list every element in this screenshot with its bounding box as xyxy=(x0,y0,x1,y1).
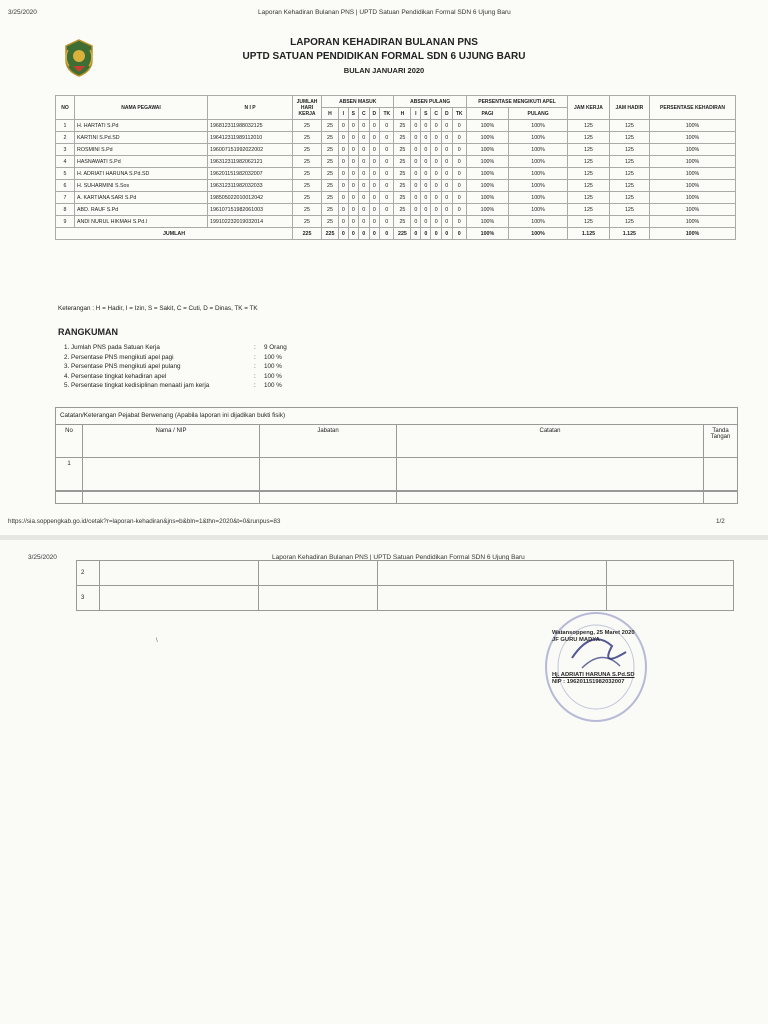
col-persen-hadir: PERSENTASE KEHADIRAN xyxy=(650,96,736,120)
table-cell: 0 xyxy=(338,132,348,144)
table-cell: 7 xyxy=(56,192,75,204)
table-cell: 0 xyxy=(452,144,466,156)
table-cell: 125 xyxy=(609,144,649,156)
table-cell: 0 xyxy=(441,216,452,228)
table-row xyxy=(56,120,736,132)
table-cell: 100% xyxy=(466,204,508,216)
sub-header-cell: PULANG xyxy=(508,108,567,120)
table-cell: 100% xyxy=(466,144,508,156)
table-row xyxy=(56,168,736,180)
table-cell: 25 xyxy=(293,132,322,144)
summary-item: 2. Persentase PNS mengikuti apel pagi : 100 % xyxy=(64,353,282,361)
table-cell: 0 xyxy=(431,156,442,168)
table-cell: KARTINI S.Pd.SD xyxy=(75,132,208,144)
table-cell: 0 xyxy=(369,192,380,204)
table-cell: 0 xyxy=(411,168,421,180)
table-cell: H. ADRIATI HARUNA S.Pd.SD xyxy=(75,168,208,180)
signature-nip: NIP : 196201151982032007 xyxy=(552,679,625,685)
table-cell: 0 xyxy=(452,156,466,168)
total-cell: 100% xyxy=(508,228,567,240)
table-cell: 0 xyxy=(431,168,442,180)
table-cell: 0 xyxy=(348,204,358,216)
table-cell: 100% xyxy=(466,216,508,228)
table-cell: 9 xyxy=(56,216,75,228)
table-cell: HASNAWATI S.Pd xyxy=(75,156,208,168)
report-title: LAPORAN KEHADIRAN BULANAN PNS xyxy=(290,37,478,48)
page-number: 1/2 xyxy=(716,518,725,525)
table-cell: 0 xyxy=(421,132,431,144)
table-cell: 125 xyxy=(568,192,610,204)
total-cell: 100% xyxy=(466,228,508,240)
table-cell: 100% xyxy=(650,120,736,132)
notes-col-ttd: Tanda Tangan xyxy=(704,425,738,458)
table-cell: 0 xyxy=(380,204,394,216)
table-cell: 0 xyxy=(411,204,421,216)
signature-role: JF GURU MADYA xyxy=(552,637,600,643)
total-cell: 0 xyxy=(358,228,369,240)
table-cell: 196312311982032033 xyxy=(208,180,293,192)
table-cell: 0 xyxy=(338,204,348,216)
table-cell: 1 xyxy=(56,120,75,132)
table-cell: 0 xyxy=(380,144,394,156)
table-cell: 0 xyxy=(452,168,466,180)
table-cell: 0 xyxy=(431,192,442,204)
sub-header-cell: H xyxy=(322,108,339,120)
table-cell: 196312311982062121 xyxy=(208,156,293,168)
table-cell: 196412311989112010 xyxy=(208,132,293,144)
total-cell: 0 xyxy=(338,228,348,240)
table-row xyxy=(56,132,736,144)
table-cell: 0 xyxy=(411,132,421,144)
table-cell: 196007151992022002 xyxy=(208,144,293,156)
table-cell: 0 xyxy=(358,192,369,204)
table-cell: 0 xyxy=(452,132,466,144)
table-cell: 0 xyxy=(338,168,348,180)
table-cell: 125 xyxy=(609,132,649,144)
table-cell: 0 xyxy=(452,120,466,132)
table-cell: 100% xyxy=(650,192,736,204)
table-cell: 25 xyxy=(394,168,411,180)
table-cell: 0 xyxy=(431,144,442,156)
sub-header-cell: I xyxy=(338,108,348,120)
table-cell: A. KARTIANA SARI S.Pd xyxy=(75,192,208,204)
attendance-rows xyxy=(56,120,736,240)
table-cell: 196812311988032125 xyxy=(208,120,293,132)
total-cell: 100% xyxy=(650,228,736,240)
col-jam-kerja: JAM KERJA xyxy=(568,96,610,120)
table-cell: 0 xyxy=(421,144,431,156)
table-row xyxy=(56,216,736,228)
table-cell: 8 xyxy=(56,204,75,216)
table-row xyxy=(56,144,736,156)
table-cell: 0 xyxy=(421,156,431,168)
table-cell: 125 xyxy=(568,120,610,132)
table-cell: 100% xyxy=(508,192,567,204)
table-cell: 0 xyxy=(369,216,380,228)
table-cell: 0 xyxy=(369,168,380,180)
table-cell: 0 xyxy=(441,120,452,132)
table-cell: 198505022010012042 xyxy=(208,192,293,204)
col-absen-pulang: ABSEN PULANG xyxy=(394,96,466,108)
table-cell: 25 xyxy=(322,120,339,132)
table-cell: 0 xyxy=(380,216,394,228)
table-cell: 0 xyxy=(358,120,369,132)
col-no: NO xyxy=(56,96,75,120)
notes-table-continued xyxy=(76,560,734,611)
summary-list xyxy=(64,343,287,391)
table-cell: 0 xyxy=(411,156,421,168)
table-cell: 0 xyxy=(380,120,394,132)
table-cell: 25 xyxy=(293,192,322,204)
notes-table xyxy=(55,424,738,504)
table-cell: 0 xyxy=(338,180,348,192)
table-row xyxy=(56,192,736,204)
table-cell: 0 xyxy=(421,192,431,204)
table-cell: 25 xyxy=(322,180,339,192)
signature-place-date: Watansoppeng, 25 Maret 2020 xyxy=(552,630,635,636)
total-row xyxy=(56,228,736,240)
table-cell: 25 xyxy=(293,180,322,192)
table-cell: 25 xyxy=(293,144,322,156)
notes-col-nama: Nama / NIP xyxy=(83,425,260,458)
table-cell: 100% xyxy=(650,180,736,192)
table-cell: 0 xyxy=(441,156,452,168)
table-cell: ABD. RAUF S.Pd xyxy=(75,204,208,216)
table-cell: 25 xyxy=(394,156,411,168)
table-cell: 125 xyxy=(568,156,610,168)
summary-item: 4. Persentase tingkat kehadiran apel : 100 % xyxy=(64,372,282,380)
total-cell: 1.125 xyxy=(609,228,649,240)
col-nama: NAMA PEGAWAI xyxy=(75,96,208,120)
sub-header-cell: PAGI xyxy=(466,108,508,120)
col-nip: N I P xyxy=(208,96,293,120)
table-cell: 100% xyxy=(466,180,508,192)
table-cell: 0 xyxy=(411,144,421,156)
summary-title: RANGKUMAN xyxy=(58,327,118,337)
table-cell: 0 xyxy=(441,132,452,144)
table-cell: 100% xyxy=(508,168,567,180)
table-cell: 100% xyxy=(466,132,508,144)
table-cell: 0 xyxy=(358,156,369,168)
table-cell: 0 xyxy=(421,216,431,228)
sub-header-cell: C xyxy=(358,108,369,120)
table-cell: 0 xyxy=(452,204,466,216)
table-cell: 0 xyxy=(348,168,358,180)
legend-note: Keterangan : H = Hadir, I = Izin, S = Sakit, C = Cuti, D = Dinas, TK = TK xyxy=(58,305,258,312)
table-cell: 100% xyxy=(650,168,736,180)
table-cell: 25 xyxy=(394,132,411,144)
table-cell: H. HARTATI S.Pd xyxy=(75,120,208,132)
print-date: 3/25/2020 xyxy=(8,9,37,16)
table-cell: 0 xyxy=(380,168,394,180)
table-cell: 25 xyxy=(293,156,322,168)
table-cell: 25 xyxy=(394,192,411,204)
table-cell: 4 xyxy=(56,156,75,168)
total-cell: 0 xyxy=(369,228,380,240)
notes-col-jabatan: Jabatan xyxy=(260,425,397,458)
table-cell: 100% xyxy=(650,144,736,156)
table-cell: 196201151982032007 xyxy=(208,168,293,180)
col-persen-apel: PERSENTASE MENGIKUTI APEL xyxy=(466,96,567,108)
table-cell: 25 xyxy=(293,204,322,216)
total-label: JUMLAH xyxy=(56,228,293,240)
month-title: BULAN JANUARI 2020 xyxy=(343,66,425,75)
table-cell: 0 xyxy=(369,144,380,156)
table-cell: 25 xyxy=(293,120,322,132)
total-cell: 0 xyxy=(380,228,394,240)
table-cell: 125 xyxy=(568,180,610,192)
notes-row-no: 3 xyxy=(77,586,100,611)
sub-header-cell: S xyxy=(348,108,358,120)
table-cell: 125 xyxy=(609,216,649,228)
table-cell: 100% xyxy=(466,156,508,168)
print-title-p2: Laporan Kehadiran Bulanan PNS | UPTD Satuan Pendidikan Formal SDN 6 Ujung Baru xyxy=(272,554,525,561)
table-cell: 0 xyxy=(348,216,358,228)
table-cell: 0 xyxy=(338,216,348,228)
table-cell: 125 xyxy=(568,144,610,156)
table-cell: ANDI NURUL HIKMAH S.Pd.I xyxy=(75,216,208,228)
table-cell: 100% xyxy=(650,216,736,228)
summary-item: 5. Persentase tingkat kedisiplinan menaati jam kerja : 100 % xyxy=(64,382,282,389)
table-cell: 6 xyxy=(56,180,75,192)
table-cell: 0 xyxy=(441,192,452,204)
table-cell: 125 xyxy=(609,120,649,132)
table-cell: 100% xyxy=(650,156,736,168)
table-cell: 0 xyxy=(369,120,380,132)
table-cell: 0 xyxy=(452,192,466,204)
total-cell: 0 xyxy=(452,228,466,240)
table-row xyxy=(56,156,736,168)
table-cell: 0 xyxy=(358,216,369,228)
table-cell: 100% xyxy=(508,132,567,144)
table-cell: 199102232019032014 xyxy=(208,216,293,228)
total-cell: 225 xyxy=(293,228,322,240)
total-cell: 0 xyxy=(441,228,452,240)
table-cell: 100% xyxy=(508,120,567,132)
table-cell: 25 xyxy=(322,144,339,156)
table-cell: 25 xyxy=(394,216,411,228)
print-url: https://sia.soppengkab.go.id/cetak?r=laporan-kehadiran&jns=b&bln=1&thn=2020&t=0&runpus=83 xyxy=(8,518,281,525)
table-cell: 0 xyxy=(431,132,442,144)
table-cell: 100% xyxy=(508,156,567,168)
table-cell: 0 xyxy=(338,192,348,204)
stray-mark: \ xyxy=(156,638,158,644)
table-cell: 3 xyxy=(56,144,75,156)
table-cell: 25 xyxy=(293,216,322,228)
table-cell: 0 xyxy=(380,156,394,168)
table-cell: 100% xyxy=(508,180,567,192)
notes-col-no: No xyxy=(56,425,83,458)
table-cell: 125 xyxy=(568,168,610,180)
page-two xyxy=(0,540,768,1024)
table-cell: 0 xyxy=(348,144,358,156)
table-cell: ROSMINI S.Pd xyxy=(75,144,208,156)
table-cell: 0 xyxy=(421,168,431,180)
table-cell: H. SUHARMINI S.Sos xyxy=(75,180,208,192)
table-cell: 25 xyxy=(322,216,339,228)
sub-header-cell: D xyxy=(441,108,452,120)
table-cell: 125 xyxy=(609,168,649,180)
table-cell: 0 xyxy=(348,156,358,168)
table-cell: 0 xyxy=(431,216,442,228)
table-cell: 25 xyxy=(322,204,339,216)
table-cell: 0 xyxy=(348,192,358,204)
table-cell: 0 xyxy=(338,144,348,156)
table-cell: 25 xyxy=(394,180,411,192)
table-cell: 0 xyxy=(338,156,348,168)
total-cell: 0 xyxy=(431,228,442,240)
total-cell: 0 xyxy=(348,228,358,240)
table-row xyxy=(56,204,736,216)
table-cell: 0 xyxy=(421,120,431,132)
sub-header-cell: D xyxy=(369,108,380,120)
summary-item: 3. Persentase PNS mengikuti apel pulang : 100 % xyxy=(64,363,282,370)
table-cell: 0 xyxy=(421,180,431,192)
table-cell: 0 xyxy=(441,204,452,216)
table-cell: 0 xyxy=(348,132,358,144)
total-cell: 225 xyxy=(394,228,411,240)
table-cell: 0 xyxy=(358,204,369,216)
table-cell: 0 xyxy=(369,204,380,216)
table-cell: 100% xyxy=(508,144,567,156)
sub-header-cell: I xyxy=(411,108,421,120)
total-cell: 1.125 xyxy=(568,228,610,240)
notes-col-catatan: Catatan xyxy=(397,425,704,458)
table-cell: 25 xyxy=(322,192,339,204)
table-cell: 0 xyxy=(441,168,452,180)
total-cell: 0 xyxy=(411,228,421,240)
table-cell: 25 xyxy=(394,204,411,216)
table-cell: 100% xyxy=(466,192,508,204)
attendance-table xyxy=(55,95,736,240)
table-cell: 0 xyxy=(358,180,369,192)
table-cell: 0 xyxy=(338,120,348,132)
signature-name: Hj. ADRIATI HARUNA S.Pd.SD xyxy=(552,672,635,678)
table-cell: 100% xyxy=(650,204,736,216)
table-cell: 125 xyxy=(568,132,610,144)
table-cell: 0 xyxy=(452,180,466,192)
table-cell: 0 xyxy=(358,132,369,144)
total-cell: 0 xyxy=(421,228,431,240)
notes-row-no: 1 xyxy=(56,458,83,491)
signature-block xyxy=(552,630,635,686)
table-cell: 125 xyxy=(568,204,610,216)
table-cell: 0 xyxy=(348,180,358,192)
sub-header-cell: H xyxy=(394,108,411,120)
table-cell: 25 xyxy=(394,144,411,156)
table-row xyxy=(56,180,736,192)
table-cell: 0 xyxy=(431,204,442,216)
sub-header-cell: S xyxy=(421,108,431,120)
table-cell: 0 xyxy=(380,180,394,192)
school-title: UPTD SATUAN PENDIDIKAN FORMAL SDN 6 UJUNG BARU xyxy=(242,51,526,62)
print-title: Laporan Kehadiran Bulanan PNS | UPTD Satuan Pendidikan Formal SDN 6 Ujung Baru xyxy=(258,9,511,16)
table-cell: 2 xyxy=(56,132,75,144)
table-cell: 0 xyxy=(452,216,466,228)
sub-header-cell: C xyxy=(431,108,442,120)
table-cell: 0 xyxy=(380,192,394,204)
table-cell: 0 xyxy=(369,132,380,144)
table-cell: 5 xyxy=(56,168,75,180)
table-cell: 196107151982061003 xyxy=(208,204,293,216)
notes-row-no: 2 xyxy=(77,561,100,586)
table-cell: 100% xyxy=(466,120,508,132)
sub-header-cell: TK xyxy=(380,108,394,120)
col-jam-hadir: JAM HADIR xyxy=(609,96,649,120)
table-cell: 125 xyxy=(568,216,610,228)
table-cell: 0 xyxy=(358,144,369,156)
table-cell: 125 xyxy=(609,204,649,216)
table-cell: 0 xyxy=(411,120,421,132)
table-cell: 0 xyxy=(369,156,380,168)
table-cell: 100% xyxy=(650,132,736,144)
table-cell: 25 xyxy=(293,168,322,180)
col-absen-masuk: ABSEN MASUK xyxy=(322,96,394,108)
table-cell: 0 xyxy=(380,132,394,144)
table-cell: 0 xyxy=(411,216,421,228)
table-cell: 0 xyxy=(411,192,421,204)
notes-caption: Catatan/Keterangan Pejabat Berwenang (Apabila laporan ini dijadikan bukti fisik) xyxy=(60,412,286,419)
table-cell: 100% xyxy=(466,168,508,180)
table-cell: 125 xyxy=(609,180,649,192)
table-cell: 0 xyxy=(421,204,431,216)
table-cell: 0 xyxy=(431,180,442,192)
table-cell: 125 xyxy=(609,192,649,204)
col-jumlah-hari: JUMLAH HARI KERJA xyxy=(293,96,322,120)
print-date-p2: 3/25/2020 xyxy=(28,554,57,561)
table-cell: 125 xyxy=(609,156,649,168)
table-cell: 0 xyxy=(431,120,442,132)
total-cell: 225 xyxy=(322,228,339,240)
table-cell: 100% xyxy=(508,216,567,228)
table-cell: 25 xyxy=(322,156,339,168)
table-cell: 0 xyxy=(358,168,369,180)
table-cell: 25 xyxy=(322,132,339,144)
table-cell: 25 xyxy=(394,120,411,132)
table-cell: 0 xyxy=(348,120,358,132)
table-cell: 25 xyxy=(322,168,339,180)
table-cell: 0 xyxy=(441,180,452,192)
summary-item: 1. Jumlah PNS pada Satuan Kerja : 9 Orang xyxy=(64,344,287,351)
table-cell: 0 xyxy=(369,180,380,192)
table-cell: 0 xyxy=(411,180,421,192)
table-cell: 0 xyxy=(441,144,452,156)
table-cell: 100% xyxy=(508,204,567,216)
sub-header-cell: TK xyxy=(452,108,466,120)
